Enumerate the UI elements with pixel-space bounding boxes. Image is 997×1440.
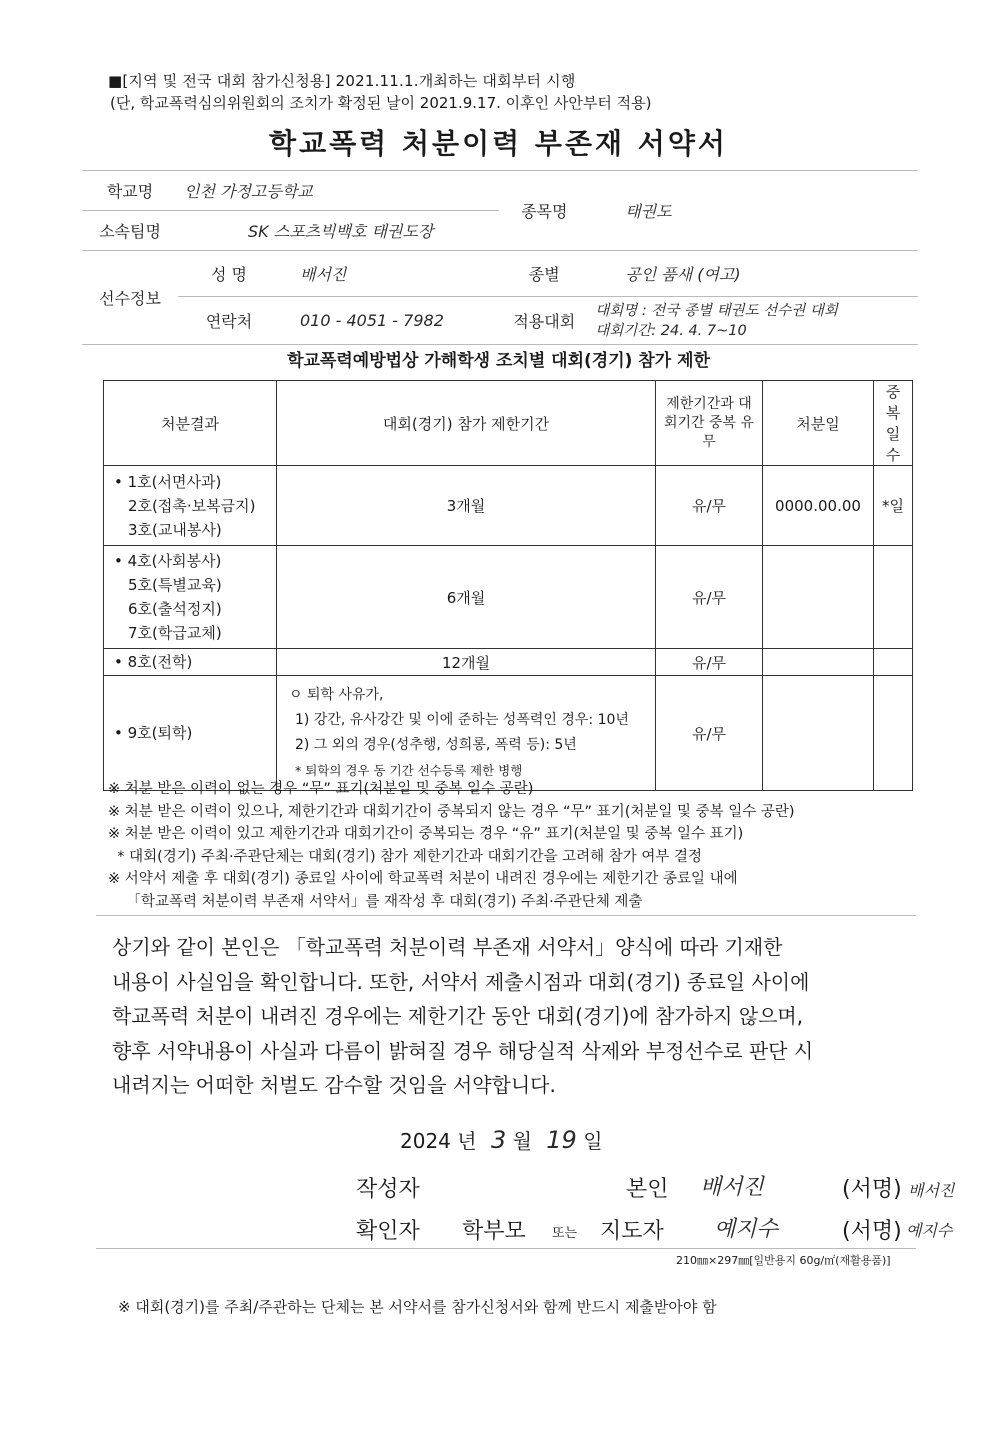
self-label: 본인 <box>626 1177 669 1202</box>
coach-signature: 예지수 <box>906 1221 953 1240</box>
col-overlap-header: 제한기간과 대회기간 중복 유무 <box>656 381 763 466</box>
name-value: 배서진 <box>280 251 499 297</box>
days-cell: *일 <box>874 466 913 546</box>
table-row <box>104 466 913 546</box>
player-info-label: 선수정보 <box>82 251 178 345</box>
overlap-cell: 유/무 <box>656 546 763 649</box>
sport-value: 태권도 <box>589 171 918 251</box>
paper-spec: 210㎜×297㎜[일반용지 60g/㎡(재활용품)] <box>676 1254 891 1267</box>
overlap-cell: 유/무 <box>656 649 763 676</box>
coach-sign-label: (서명) <box>842 1219 902 1244</box>
divider <box>96 1248 916 1249</box>
confirm-label: 확인자 <box>356 1219 420 1244</box>
footer-note: ※ 대회(경기)를 주최/주관하는 단체는 본 서약서를 참가신청서와 함께 반드시 제출받아야 함 <box>118 1298 717 1316</box>
table-row <box>104 676 913 791</box>
header-line-2: (단, 학교폭력심의위원회의 조치가 확정된 날이 2021.9.17. 이후인 사안부터 적용) <box>110 94 652 112</box>
note-item: ※ 처분 받은 이력이 있고 제한기간과 대회기간이 중복되는 경우 “유” 표기(처분일 및 중복 일수 표기) <box>108 826 744 842</box>
days-cell <box>874 676 913 791</box>
or-label: 또는 <box>552 1226 578 1241</box>
period-cell: 12개월 <box>277 649 656 676</box>
note-item: * 대회(경기) 주최·주관단체는 대회(경기) 참가 제한기간과 대회기간을 고려해 참가 여부 결정 <box>108 848 703 865</box>
sign-label: (서명) <box>842 1177 902 1202</box>
date-day: 19 <box>546 1126 577 1154</box>
pledge-body: 상기와 같이 본인은 「학교폭력 처분이력 부존재 서약서」양식에 따라 기재한 내용이 사실임을 확인합니다. 또한, 서약서 제출시점과 대회(경기) 종료일 사이에 학교폭력 처분이 내려진 경우에는 제한기간 동안 대회(경기)에 참가하지 않으며, 향후 서약내용이 사실과 다름이 밝혀질 경우 해당실적 삭제와 부정선수로 판단 시 내려지는 어떠한 처벌도 감수할 것임을 서약합니다. <box>112 935 814 1097</box>
coach-name: 예지수 <box>714 1217 778 1242</box>
divider <box>96 915 916 916</box>
contact-label: 연락처 <box>178 297 280 345</box>
date-cell <box>763 649 874 676</box>
coach-label: 지도자 <box>600 1219 664 1244</box>
period-cell: ㅇ 퇴학 사유가, 1) 강간, 유사강간 및 이에 준하는 성폭력인 경우: 10년 2) 그 외의 경우(성추행, 성희롱, 폭력 등): 5년 * 퇴학의 경우 동 기간 선수등록 제한 병행 <box>277 676 656 791</box>
note-item: ※ 처분 받은 이력이 없는 경우 “무” 표기(처분일 및 중복 일수 공란) <box>108 781 534 797</box>
category-value: 공인 품새 (여고) <box>589 251 918 297</box>
result-cell: • 9호(퇴학) <box>104 676 277 791</box>
sport-label: 종목명 <box>499 171 589 251</box>
team-value: SK 스포츠빅백호 태권도장 <box>178 211 499 251</box>
col-days-header: 중복 일수 <box>874 381 913 466</box>
event-name-value: 대회명 : 전국 종별 태권도 선수권 대회 <box>595 302 838 319</box>
table-row <box>104 649 913 676</box>
overlap-cell: 유/무 <box>656 466 763 546</box>
writer-label: 작성자 <box>356 1177 420 1202</box>
date-cell <box>763 676 874 791</box>
document-title: 학교폭력 처분이력 부존재 서약서 <box>269 127 728 160</box>
team-label: 소속팀명 <box>82 211 178 251</box>
event-period-value: 대회기간: 24. 4. 7~10 <box>595 322 747 339</box>
category-label: 종별 <box>499 251 589 297</box>
event-label: 적용대회 <box>499 297 589 345</box>
result-cell: • 1호(서면사과) 2호(접촉·보복금지) 3호(교내봉사) <box>104 466 277 546</box>
period-cell: 6개월 <box>277 546 656 649</box>
note-item: ※ 서약서 제출 후 대회(경기) 종료일 사이에 학교폭력 처분이 내려진 경우에는 제한기간 종료일 내에 <box>108 871 738 887</box>
col-result-header: 처분결과 <box>104 381 277 466</box>
result-cell: • 4호(사회봉사) 5호(특별교육) 6호(출석정지) 7호(학급교체) <box>104 546 277 649</box>
note-item: ※ 처분 받은 이력이 있으나, 제한기간과 대회기간이 중복되지 않는 경우 “무” 표기(처분일 및 중복 일수 공란) <box>108 803 795 820</box>
info-table <box>82 170 918 344</box>
sanction-table <box>103 380 913 791</box>
table-row <box>104 546 913 649</box>
date-cell: 0000.00.00 <box>763 466 874 546</box>
days-cell <box>874 649 913 676</box>
section-subtitle: 학교폭력예방법상 가해학생 조치별 대회(경기) 참가 제한 <box>287 351 710 371</box>
days-cell <box>874 546 913 649</box>
note-item: 「학교폭력 처분이력 부존재 서약서」를 재작성 후 대회(경기) 주최·주관단체 제출 <box>108 893 643 910</box>
date-cell <box>763 546 874 649</box>
overlap-cell: 유/무 <box>656 676 763 791</box>
header-line-1: ■[지역 및 전국 대회 참가신청용] 2021.11.1.개최하는 대회부터 시행 <box>108 72 576 90</box>
name-label: 성 명 <box>178 251 280 297</box>
notes-list <box>108 778 795 913</box>
col-date-header: 처분일 <box>763 381 874 466</box>
pledge-date: 2024 년 3 월 19 일 <box>400 1126 603 1154</box>
col-period-header: 대회(경기) 참가 제한기간 <box>277 381 656 466</box>
date-month: 3 <box>490 1126 507 1154</box>
school-label: 학교명 <box>82 171 178 211</box>
self-signature: 배서진 <box>908 1181 955 1200</box>
result-cell: • 8호(전학) <box>104 649 277 676</box>
self-name: 배서진 <box>700 1175 764 1200</box>
school-value: 인천 가정고등학교 <box>178 171 499 211</box>
date-year: 2024 <box>400 1129 451 1153</box>
period-cell: 3개월 <box>277 466 656 546</box>
contact-value: 010 - 4051 - 7982 <box>280 297 499 345</box>
parent-label: 학부모 <box>462 1219 526 1244</box>
